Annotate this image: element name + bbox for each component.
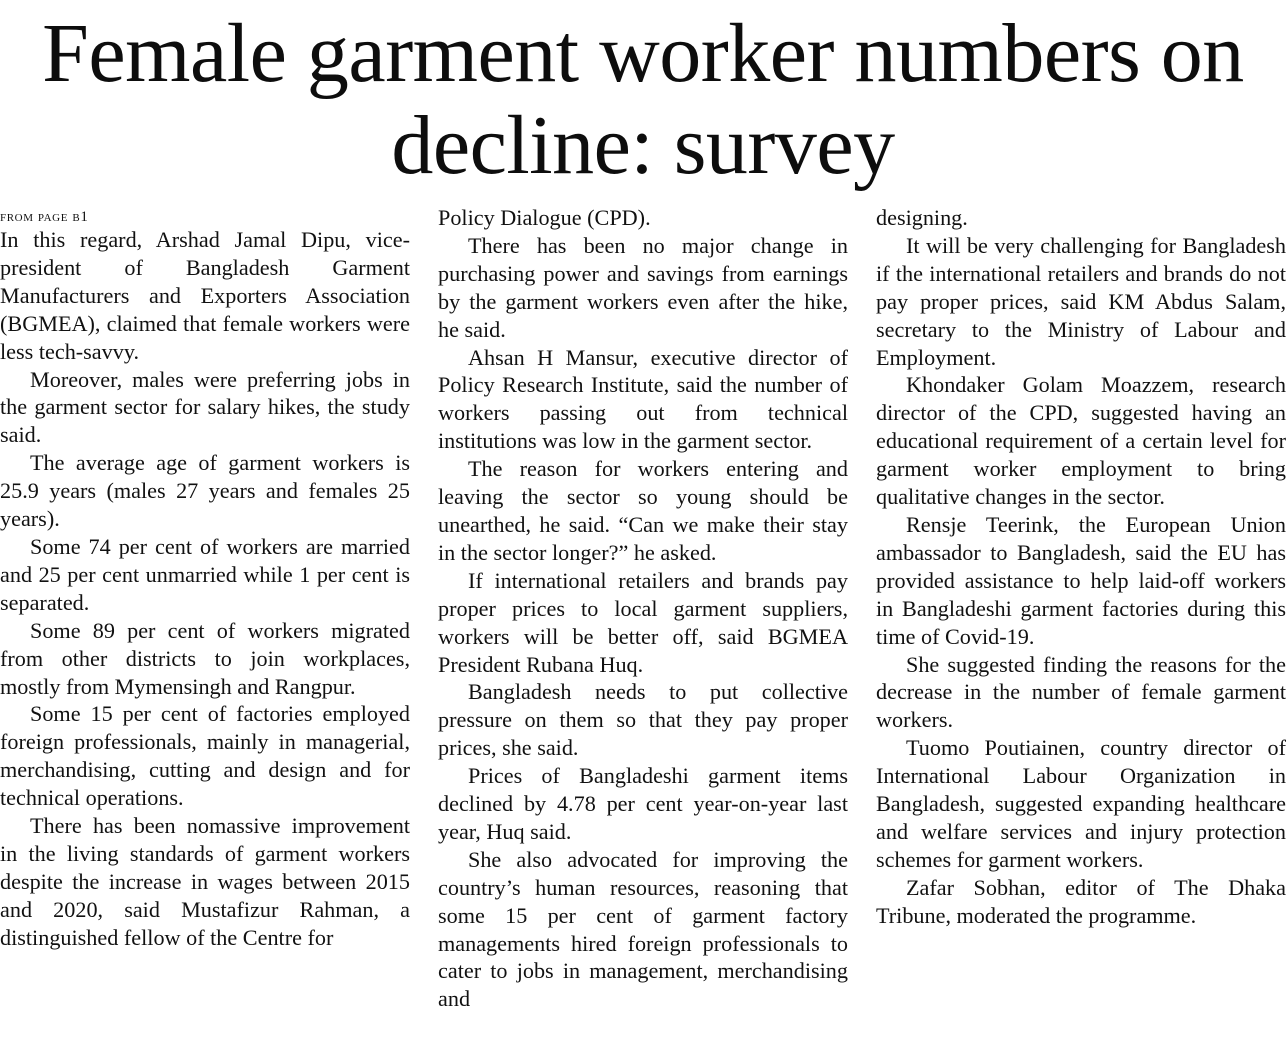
paragraph: Khondaker Golam Moazzem, research director of the CPD, suggested having an educational requirement of a certain level for garment worker employment to bring qualitative changes in the sector. (876, 372, 1286, 510)
paragraph: Some 15 per cent of factories employed foreign professionals, mainly in managerial, merchandising, cutting and design and for technical operations. (0, 701, 410, 811)
paragraph: Ahsan H Mansur, executive director of Policy Research Institute, said the number of workers passing out from technical institutions was low in the garment sector. (438, 344, 848, 454)
paragraph-continued: designing. (876, 205, 968, 230)
column-2 (438, 204, 848, 1040)
paragraph: Some 74 per cent of workers are married and 25 per cent unmarried while 1 per cent is separated. (0, 533, 410, 615)
paragraph-continued: Policy Dialogue (CPD). (438, 205, 651, 230)
paragraph: Zafar Sobhan, editor of The Dhaka Tribune, moderated the programme. (876, 874, 1286, 928)
paragraph: She suggested finding the reasons for the decrease in the number of female garment workers. (876, 651, 1286, 733)
paragraph: Tuomo Poutiainen, country director of International Labour Organization in Bangladesh, suggested expanding healthcare and welfare services and injury protection schemes for garment workers. (876, 735, 1286, 872)
column-1 (0, 204, 410, 1040)
paragraph: Moreover, males were preferring jobs in the garment sector for salary hikes, the study said. (0, 366, 410, 448)
column-3 (876, 204, 1286, 1040)
paragraph: Prices of Bangladeshi garment items declined by 4.78 per cent year-on-year last year, Huq said. (438, 763, 848, 844)
headline: Female garment worker numbers on decline: survey (42, 7, 1244, 192)
paragraph: The reason for workers entering and leaving the sector so young should be unearthed, he said. “Can we make their stay in the sector longer?” he asked. (438, 456, 848, 565)
article-body (0, 204, 1286, 1040)
paragraph: In this regard, Arshad Jamal Dipu, vice-president of Bangladesh Garment Manufacturers and Exporters Association (BGMEA), claimed that female workers were less tech-savvy. (0, 227, 410, 364)
paragraph: If international retailers and brands pay proper prices to local garment suppliers, workers will be better off, said BGMEA President Rubana Huq. (438, 567, 848, 677)
paragraph: There has been no major change in purchasing power and savings from earnings by the garment workers even after the hike, he said. (438, 232, 848, 342)
paragraph: The average age of garment workers is 25.9 years (males 27 years and females 25 years). (0, 450, 410, 532)
paragraph: Rensje Teerink, the European Union ambassador to Bangladesh, said the EU has provided assistance to help laid-off workers in Bangladeshi garment factories during this time of Covid-19. (876, 511, 1286, 649)
paragraph: She also advocated for improving the country’s human resources, reasoning that some 15 per cent of garment factory managements hired foreign professionals to cater to jobs in management, merchandising and (438, 846, 848, 1012)
paragraph: Some 89 per cent of workers migrated from other districts to join workplaces, mostly from Mymensingh and Rangpur. (0, 617, 410, 699)
continuation-kicker: from page b1 (0, 209, 89, 225)
paragraph: Bangladesh needs to put collective pressure on them so that they pay proper prices, she said. (438, 679, 848, 761)
paragraph: There has been nomassive improvement in the living standards of garment workers despite the increase in wages between 2015 and 2020, said Mustafizur Rahman, a distinguished fellow of the Centre for (0, 813, 410, 950)
paragraph: It will be very challenging for Bangladesh if the international retailers and brands do not pay proper prices, said KM Abdus Salam, secretary to the Ministry of Labour and Employment. (876, 232, 1286, 370)
